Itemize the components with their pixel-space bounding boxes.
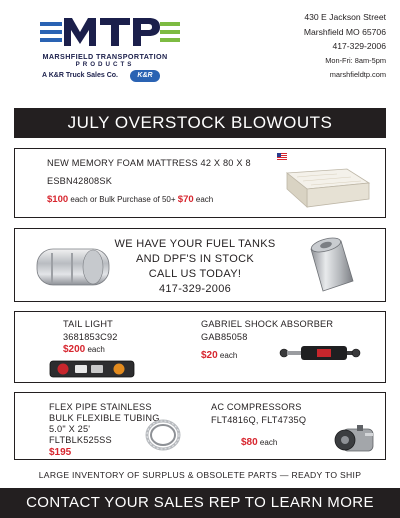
ac-part-numbers: FLT4816Q, FLT4735Q bbox=[211, 415, 307, 425]
logo-company-name: MARSHFIELD TRANSPORTATION bbox=[42, 52, 168, 61]
flex-pipe-line-3: 5.0" X 25' bbox=[49, 424, 91, 434]
flex-pipe-line-2: BULK FLEXIBLE TUBING bbox=[49, 413, 160, 423]
mattress-bulk-text: each bbox=[195, 195, 214, 204]
website-link[interactable]: marshfieldtp.com bbox=[329, 70, 386, 79]
phone-line: 417-329-2006 bbox=[332, 41, 386, 51]
mattress-bulk-price: $70 bbox=[177, 194, 194, 205]
city-line: Marshfield MO 65706 bbox=[303, 26, 386, 37]
mattress-title: NEW MEMORY FOAM MATTRESS 42 X 80 X 8 bbox=[47, 158, 251, 168]
inventory-tagline: LARGE INVENTORY OF SURPLUS & OBSOLETE PARTS — READY TO SHIP bbox=[38, 470, 362, 480]
tail-light-image bbox=[49, 360, 135, 378]
us-flag-icon bbox=[277, 153, 287, 161]
mattress-price-line bbox=[47, 194, 213, 205]
mattress-part-number: ESBN42808SK bbox=[47, 176, 113, 186]
contact-block bbox=[304, 10, 386, 83]
mattress-offer-box bbox=[14, 148, 386, 218]
shock-price: $20 bbox=[201, 350, 218, 361]
shock-absorber-image bbox=[279, 342, 361, 364]
tail-light-title: TAIL LIGHT bbox=[63, 319, 113, 329]
tail-light-part-number: 3681853C92 bbox=[63, 332, 118, 342]
logo-products-text: PRODUCTS bbox=[75, 61, 135, 68]
shock-price-line bbox=[201, 350, 237, 361]
company-logo bbox=[30, 14, 180, 84]
ac-compressor-image bbox=[333, 421, 377, 457]
fuel-line-1: WE HAVE YOUR FUEL TANKS bbox=[114, 238, 276, 250]
logo-tagline: A K&R Truck Sales Co. bbox=[42, 72, 118, 79]
flex-pipe-price: $195 bbox=[49, 447, 72, 458]
mtp-logo-mark bbox=[40, 14, 180, 52]
mattress-image bbox=[277, 165, 375, 211]
flex-pipe-ac-box bbox=[14, 392, 386, 460]
ac-title: AC COMPRESSORS bbox=[211, 402, 302, 412]
kr-badge-logo: K&R bbox=[130, 70, 160, 82]
mattress-price: $100 bbox=[47, 194, 69, 205]
contact-banner: CONTACT YOUR SALES REP TO LEARN MORE bbox=[0, 488, 400, 518]
tail-light-shock-box bbox=[14, 311, 386, 383]
tail-light-price-line bbox=[63, 344, 105, 355]
tail-light-unit: each bbox=[87, 345, 105, 354]
shock-unit: each bbox=[219, 351, 238, 360]
mattress-price-text: each or Bulk Purchase of 50+ bbox=[70, 195, 176, 204]
fuel-tank-message bbox=[95, 237, 295, 297]
ac-unit: each bbox=[259, 438, 278, 447]
ac-price-line bbox=[241, 437, 277, 448]
flex-pipe-line-1: FLEX PIPE STAINLESS bbox=[49, 402, 152, 412]
ac-price: $80 bbox=[241, 437, 258, 448]
flex-tubing-image bbox=[143, 417, 183, 453]
flex-pipe-part-number: FLTBLK525SS bbox=[49, 435, 112, 445]
fuel-line-4: 417-329-2006 bbox=[158, 283, 232, 295]
address-line: 430 E Jackson Street bbox=[304, 12, 386, 22]
tail-light-price: $200 bbox=[63, 344, 86, 355]
headline-banner: JULY OVERSTOCK BLOWOUTS bbox=[14, 108, 386, 138]
shock-part-number: GAB85058 bbox=[201, 332, 248, 342]
dpf-image bbox=[297, 235, 359, 297]
hours-line: Mon-Fri: 8am-5pm bbox=[325, 55, 386, 65]
shock-title: GABRIEL SHOCK ABSORBER bbox=[201, 319, 334, 329]
fuel-tank-box bbox=[14, 228, 386, 302]
fuel-line-3: CALL US TODAY! bbox=[148, 268, 242, 280]
fuel-line-2: AND DPF'S IN STOCK bbox=[136, 253, 254, 265]
